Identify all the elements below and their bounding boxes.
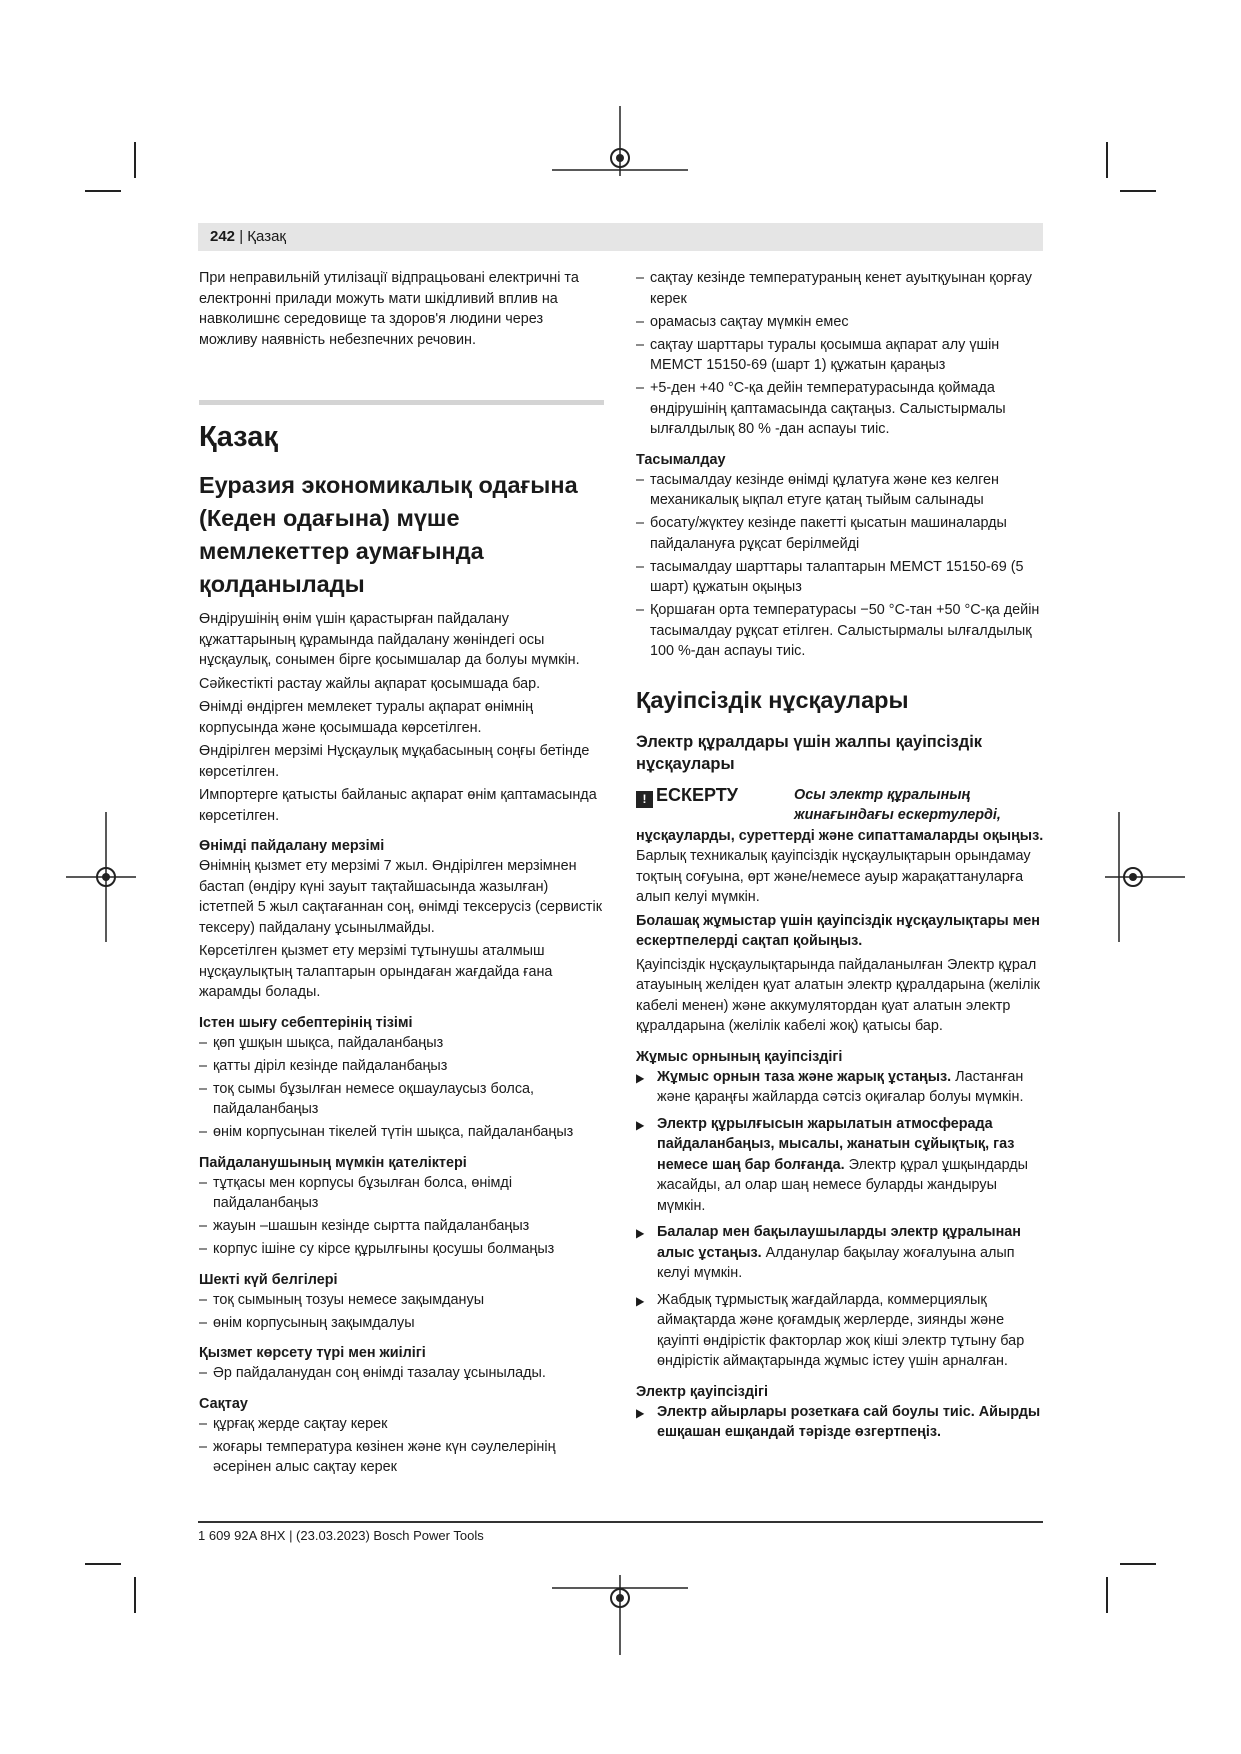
paragraph: Өнімді өндірген мемлекет туралы ақпарат өнімнің корпусында және қосымшада көрсетілген.: [199, 699, 534, 736]
bullet-triangle-icon: ▶: [636, 1070, 645, 1085]
page-number: 242: [210, 228, 236, 245]
intro-paragraph: При неправильній утилізації відпрацьовані електричні та електронні прилади можуть мати шкідливий вплив на навколишнє середовище та здоров'я людини через можливу наявність небезпечних речовин.: [199, 270, 579, 348]
warning-bold-text: Осы электр құралының жинағындағы ескертулерді,: [794, 786, 1001, 823]
list-item: – өнім корпусының зақымдалуы: [199, 1313, 604, 1334]
general-safety-heading: Электр құралдары үшін жалпы қауіпсіздік нұсқаулары: [636, 732, 983, 773]
item-bold: Электр құрылғысын жарылатын атмосферада пайдаланбаңыз, мысалы, жанатын сұйықтық, газ немесе шаң бар болғанда.: [657, 1115, 1015, 1173]
list-item: – тасымалдау кезінде өнімді құлатуға және кез келген механикалық ықпал етуге қатаң тыйым салынады: [636, 470, 1046, 511]
limit-heading: Шекті күй белгілері: [199, 1271, 338, 1288]
item-text: Ластанған және қараңғы жайларда сәтсіз оқиғалар болуы мүмкін.: [657, 1068, 1024, 1105]
item-bold: Жұмыс орнын таза және жарық ұстаңыз.: [657, 1068, 952, 1085]
storage-heading: Сақтау: [199, 1395, 248, 1412]
crop-mark-bottom-left-h: [85, 1563, 121, 1565]
list-item: – Қоршаған орта температурасы −50 °C-тан +50 °C-қа дейін тасымалдау рұқсат етілген. Салыстырмалы ылғалдылық 100 %-дан аспауы тиіс.: [636, 600, 1046, 662]
electrical-safety-heading: Электр қауіпсіздігі: [636, 1383, 769, 1400]
header-separator: |: [239, 228, 244, 245]
crop-mark-top-right-h: [1120, 190, 1156, 192]
list-item: [636, 1067, 1046, 1108]
list-item: [636, 1222, 1046, 1284]
errors-list: [199, 1173, 604, 1260]
list-item: – қөп ұшқын шықса, пайдаланбаңыз: [199, 1033, 604, 1054]
failure-list: [199, 1033, 604, 1143]
crop-mark-bottom-right-h: [1120, 1563, 1156, 1565]
registration-mark-top: [552, 106, 688, 206]
bullet-triangle-icon: ▶: [636, 1293, 645, 1308]
transport-list: [636, 470, 1046, 662]
warning-label-text: ЕСКЕРТУ: [656, 784, 738, 805]
warning-text: Барлық техникалық қауіпсіздік нұсқаулықтарын орындамау тоқтың соғуына, өрт және/немесе ауыр жарақаттануларға алып келуі мүмкін.: [636, 848, 1031, 905]
limit-list: [199, 1290, 604, 1334]
transport-heading: Тасымалдау: [636, 451, 726, 468]
term-paragraph: Қауіпсіздік нұсқаулықтарында пайдаланылған Электр құрал атауының желіден қуат алатын электр құралдарына (желілік кабелі менен) және аккумулятордан қуат алатын электр құралдарына (желілік кабелі жоқ) қатысы бар.: [636, 956, 1040, 1034]
language-title: Қазақ: [199, 421, 278, 453]
errors-heading: Пайдаланушының мүмкін қателіктері: [199, 1154, 467, 1171]
storage-list: [199, 1414, 604, 1478]
warning-icon: !: [636, 791, 653, 808]
list-item: [636, 1290, 1046, 1372]
list-item: – сақтау кезінде температураның кенет ауытқуынан қорғау керек: [636, 268, 1046, 309]
list-item: – өнім корпусынан тікелей түтін шықса, пайдаланбаңыз: [199, 1122, 604, 1143]
registration-mark-right: [1105, 812, 1185, 942]
list-item: – жоғары температура көзінен және күн сәулелерінің әсерінен алыс сақтау керек: [199, 1437, 604, 1478]
item-bold: Балалар мен бақылаушыларды электр құралынан алыс ұстаңыз.: [657, 1224, 1021, 1261]
warning-label: [636, 785, 794, 808]
paragraph: Импортерге қатысты байланыс ақпарат өнім қаптамасында көрсетілген.: [199, 787, 597, 824]
list-item: – құрғақ жерде сақтау керек: [199, 1414, 604, 1435]
list-item: – +5-ден +40 °C-қа дейін температурасында қоймада өндірушінің қаптамасында сақтаңыз. Салыстырмалы ылғалдылық 80 % -дан аспауы тиіс.: [636, 378, 1046, 440]
list-item: – Әр пайдаланудан соң өнімді тазалау ұсынылады.: [199, 1363, 604, 1384]
list-item: [636, 1114, 1046, 1217]
page-footer: 1 609 92A 8HX | (23.03.2023) Bosch Power Tools: [198, 1528, 484, 1543]
bullet-triangle-icon: ▶: [636, 1405, 645, 1420]
item-text: Жабдық тұрмыстық жағдайларда, коммерциялық аймақтарда және қоғамдық жерлерде, зиянды және қауіпті өндірістік факторлар жоқ кіші электр тұтыну бар өндірістік аймақтарында жұмыс істеу үшін арналған.: [657, 1291, 1025, 1369]
list-item: – босату/жүктеу кезінде пакетті қысатын машиналарды пайдалануға рұқсат берілмейді: [636, 513, 1046, 554]
section-divider: [199, 400, 604, 405]
keep-instructions-text: Болашақ жұмыстар үшін қауіпсіздік нұсқаулықтары мен ескертпелерді сақтап қойыңыз.: [636, 912, 1040, 949]
list-item: – тұтқасы мен корпусы бұзылған болса, өнімді пайдаланбаңыз: [199, 1173, 604, 1214]
keep-instructions: [636, 911, 1046, 952]
paragraph: Өнімнің қызмет ету мерзімі 7 жыл. Өндірілген мерзімнен бастап (өндіру күні зауыт тақтайшасында жазылған) істетпей 5 жыл сақтағаннан соң, өнімді тексерусіз (сервистік тексеру) пайдалану ұсынылмайды.: [199, 858, 603, 936]
page-header: [198, 223, 1043, 251]
list-item: – орамасыз сақтау мүмкін емес: [636, 312, 1046, 333]
item-text: Электр құрал ұшқындарды жасайды, ал олар шаң немесе буларды жандыруы мүмкін.: [657, 1156, 1028, 1214]
bullet-triangle-icon: ▶: [636, 1226, 645, 1240]
paragraph: Сәйкестікті растау жайлы ақпарат қосымшада бар.: [199, 675, 541, 692]
paragraph: Өндірілген мерзімі Нұсқаулық мұқабасының соңғы бетінде көрсетілген.: [199, 743, 590, 780]
failure-heading: Істен шығу себептерінің тізімі: [199, 1014, 413, 1031]
footer-divider: [198, 1521, 1043, 1523]
list-item: – тоқ сымының тозуы немесе зақымдануы: [199, 1290, 604, 1311]
service-list: [199, 1363, 604, 1384]
work-area-list: [636, 1067, 1046, 1372]
item-text: Алданулар бақылау жоғалуына алып келуі мүмкін.: [657, 1244, 1015, 1281]
paragraph: Өндірушінің өнім үшін қарастырған пайдалану құжаттарының құрамында пайдалану жөніндегі осы нұсқаулық, сонымен бірге қосымшалар да болуы мүмкін.: [199, 611, 580, 668]
paragraph: Көрсетілген қызмет ету мерзімі тұтынушы аталмыш нұсқаулықтың талаптарын орындаған жағдайда ғана жарамды болады.: [199, 943, 553, 1000]
list-item: [636, 1402, 1046, 1443]
list-item: – қатты діріл кезінде пайдаланбаңыз: [199, 1056, 604, 1077]
warning-bold-continued: нұсқауларды, суреттерді және сипаттамаларды оқыңыз.: [636, 827, 1044, 844]
crop-mark-bottom-right-v: [1106, 1577, 1108, 1613]
bullet-triangle-icon: ▶: [636, 1117, 645, 1132]
electrical-safety-list: [636, 1402, 1046, 1443]
warning-block: [636, 785, 1046, 826]
crop-mark-top-right-v: [1106, 142, 1108, 178]
lifetime-heading: Өнімді пайдалану мерзімі: [199, 838, 385, 854]
registration-mark-bottom: [552, 1555, 688, 1655]
service-heading: Қызмет көрсету түрі мен жиілігі: [199, 1345, 426, 1361]
left-column: [199, 268, 604, 1480]
warning-paragraph: [636, 826, 1046, 908]
crop-mark-top-left-v: [134, 142, 136, 178]
right-column: [636, 268, 1046, 1449]
item-bold: Электр айырлары розеткаға сай боулы тиіс. Айырды ешқашан ешқандай тәрізде өзгертпеңіз.: [657, 1403, 1041, 1440]
header-language: Қазақ: [247, 228, 286, 245]
list-item: – тоқ сымы бұзылған немесе оқшаулаусыз болса, пайдаланбаңыз: [199, 1079, 604, 1120]
list-item: – жауын –шашын кезінде сыртта пайдаланбаңыз: [199, 1216, 604, 1237]
storage-list-continued: [636, 268, 1046, 440]
section-title: Еуразия экономикалық одағына (Кеден одағына) мүше мемлекеттер аумағында қолданылады: [199, 472, 578, 597]
crop-mark-top-left-h: [85, 190, 121, 192]
safety-title: Қауіпсіздік нұсқаулары: [636, 686, 909, 713]
registration-mark-left: [66, 812, 136, 942]
list-item: – сақтау шарттары туралы қосымша ақпарат алу үшін МЕМСТ 15150-69 (шарт 1) құжатын қараңыз: [636, 335, 1046, 376]
crop-mark-bottom-left-v: [134, 1577, 136, 1613]
list-item: – тасымалдау шарттары талаптарын МЕМСТ 15150-69 (5 шарт) құжатын оқыңыз: [636, 557, 1046, 598]
work-area-heading: Жұмыс орнының қауіпсіздігі: [636, 1048, 843, 1065]
list-item: – корпус ішіне су кірсе құрылғыны қосушы болмаңыз: [199, 1239, 604, 1260]
